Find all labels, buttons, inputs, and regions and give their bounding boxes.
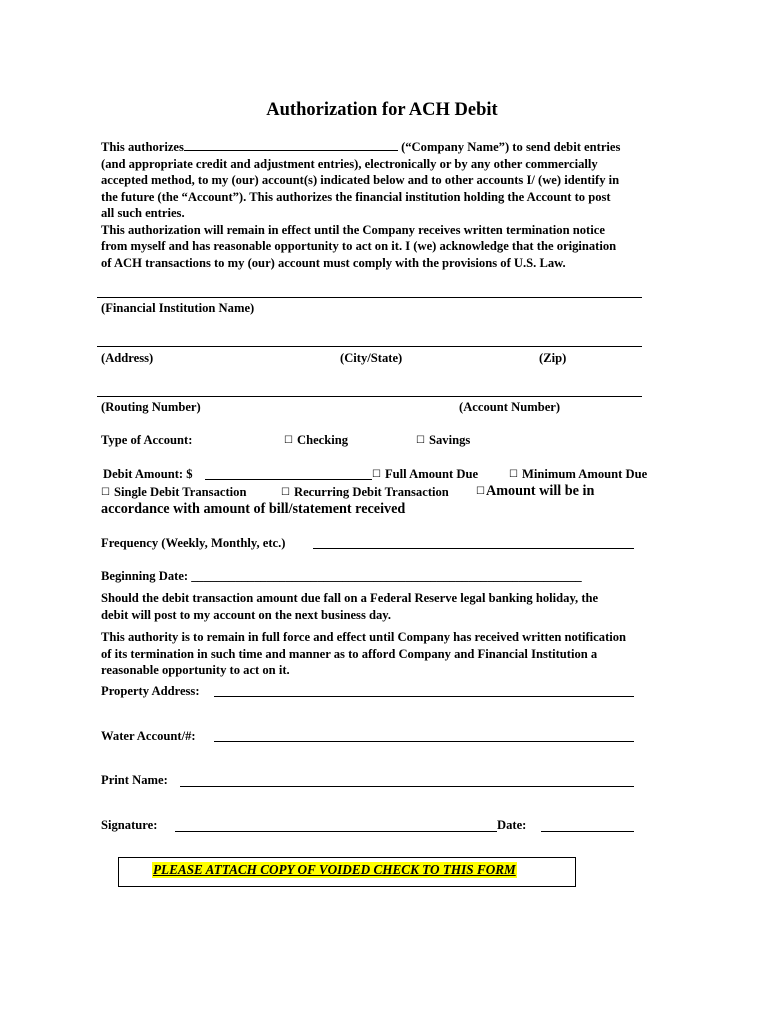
account-type-label: Type of Account: xyxy=(101,433,193,447)
date-label: Date: xyxy=(497,818,527,832)
routing-number-label: (Routing Number) xyxy=(101,400,201,414)
checking-checkbox[interactable]: ☐ xyxy=(284,435,293,446)
intro-suffix: (“Company Name”) to send debit entries xyxy=(397,140,621,154)
intro-line: accepted method, to my (our) account(s) indicated below and to other accounts I/ (we) identify in xyxy=(101,173,620,187)
water-account-label: Water Account/#: xyxy=(101,729,196,743)
city-state-label: (City/State) xyxy=(340,351,403,365)
authority-note-line: of its termination in such time and manner as to afford Company and Financial Institution a xyxy=(101,646,598,661)
address-field[interactable] xyxy=(97,346,642,347)
print-name-label: Print Name: xyxy=(101,773,168,787)
debit-amount-label: Debit Amount: $ xyxy=(103,467,193,481)
checking-option[interactable] xyxy=(284,432,348,451)
authority-note xyxy=(101,629,626,679)
minimum-amount-checkbox[interactable]: ☐ xyxy=(509,469,518,480)
water-account-field[interactable] xyxy=(214,741,634,742)
holiday-note-line: debit will post to my account on the next business day. xyxy=(101,607,392,622)
bill-amount-label: Amount will be in xyxy=(485,483,595,499)
savings-option[interactable] xyxy=(416,432,470,451)
bill-amount-option[interactable] xyxy=(476,483,594,502)
account-number-label: (Account Number) xyxy=(459,400,561,414)
intro-line: (and appropriate credit and adjustment entries), electronically or by any other commercially xyxy=(101,156,598,171)
routing-account-field[interactable] xyxy=(97,396,642,397)
recurring-debit-option[interactable] xyxy=(281,484,449,503)
bill-amount-label-continued: accordance with amount of bill/statement received xyxy=(101,501,406,517)
recurring-debit-label: Recurring Debit Transaction xyxy=(293,485,449,499)
debit-amount-field[interactable] xyxy=(205,479,372,480)
recurring-debit-checkbox[interactable]: ☐ xyxy=(281,487,290,498)
frequency-field[interactable] xyxy=(313,548,634,549)
intro-paragraph xyxy=(101,138,620,271)
print-name-field[interactable] xyxy=(180,786,634,787)
authority-note-line: This authority is to remain in full force and effect until Company has received written notification xyxy=(101,630,627,644)
frequency-label: Frequency (Weekly, Monthly, etc.) xyxy=(101,536,286,550)
financial-institution-label: (Financial Institution Name) xyxy=(101,301,255,315)
intro-line: of ACH transactions to my (our) account must comply with the provisions of U.S. Law. xyxy=(101,255,566,270)
financial-institution-field[interactable] xyxy=(97,297,642,298)
form-title: Authorization for ACH Debit xyxy=(266,100,498,120)
company-name-field[interactable] xyxy=(184,138,398,151)
beginning-date-field[interactable]: Beginning Date: ______________________________________________________________ xyxy=(101,569,582,583)
minimum-amount-label: Minimum Amount Due xyxy=(521,467,648,481)
intro-line: from myself and has reasonable opportunity to act on it. I (we) acknowledge that the origination xyxy=(101,239,617,253)
savings-label: Savings xyxy=(428,433,471,447)
authority-note-line: reasonable opportunity to act on it. xyxy=(101,663,290,677)
property-address-label: Property Address: xyxy=(101,684,200,698)
intro-line: all such entries. xyxy=(101,206,185,220)
intro-line: This authorization will remain in effect until the Company receives written termination notice xyxy=(101,222,605,237)
holiday-note-line: Should the debit transaction amount due fall on a Federal Reserve legal banking holiday, the xyxy=(101,591,599,605)
signature-label: Signature: xyxy=(101,818,158,832)
zip-label: (Zip) xyxy=(539,351,567,365)
single-debit-option[interactable] xyxy=(101,484,246,503)
checking-label: Checking xyxy=(296,433,349,447)
property-address-field[interactable] xyxy=(214,696,634,697)
bill-amount-checkbox[interactable]: ☐ xyxy=(476,486,485,497)
full-amount-option[interactable] xyxy=(372,466,478,485)
savings-checkbox[interactable]: ☐ xyxy=(416,435,425,446)
voided-check-notice-box xyxy=(118,857,576,887)
signature-field[interactable] xyxy=(175,831,497,832)
intro-first-line xyxy=(101,138,620,156)
full-amount-checkbox[interactable]: ☐ xyxy=(372,469,381,480)
intro-line: the future (the “Account”). This authorizes the financial institution holding the Account to post xyxy=(101,189,611,204)
intro-prefix: This authorizes xyxy=(101,140,184,154)
minimum-amount-option[interactable] xyxy=(509,466,647,485)
address-label: (Address) xyxy=(101,351,154,365)
full-amount-label: Full Amount Due xyxy=(384,467,479,481)
holiday-note xyxy=(101,590,598,623)
single-debit-checkbox[interactable]: ☐ xyxy=(101,487,110,498)
single-debit-label: Single Debit Transaction xyxy=(113,485,247,499)
voided-check-notice: PLEASE ATTACH COPY OF VOIDED CHECK TO THIS FORM xyxy=(153,862,516,877)
date-field[interactable] xyxy=(541,831,634,832)
